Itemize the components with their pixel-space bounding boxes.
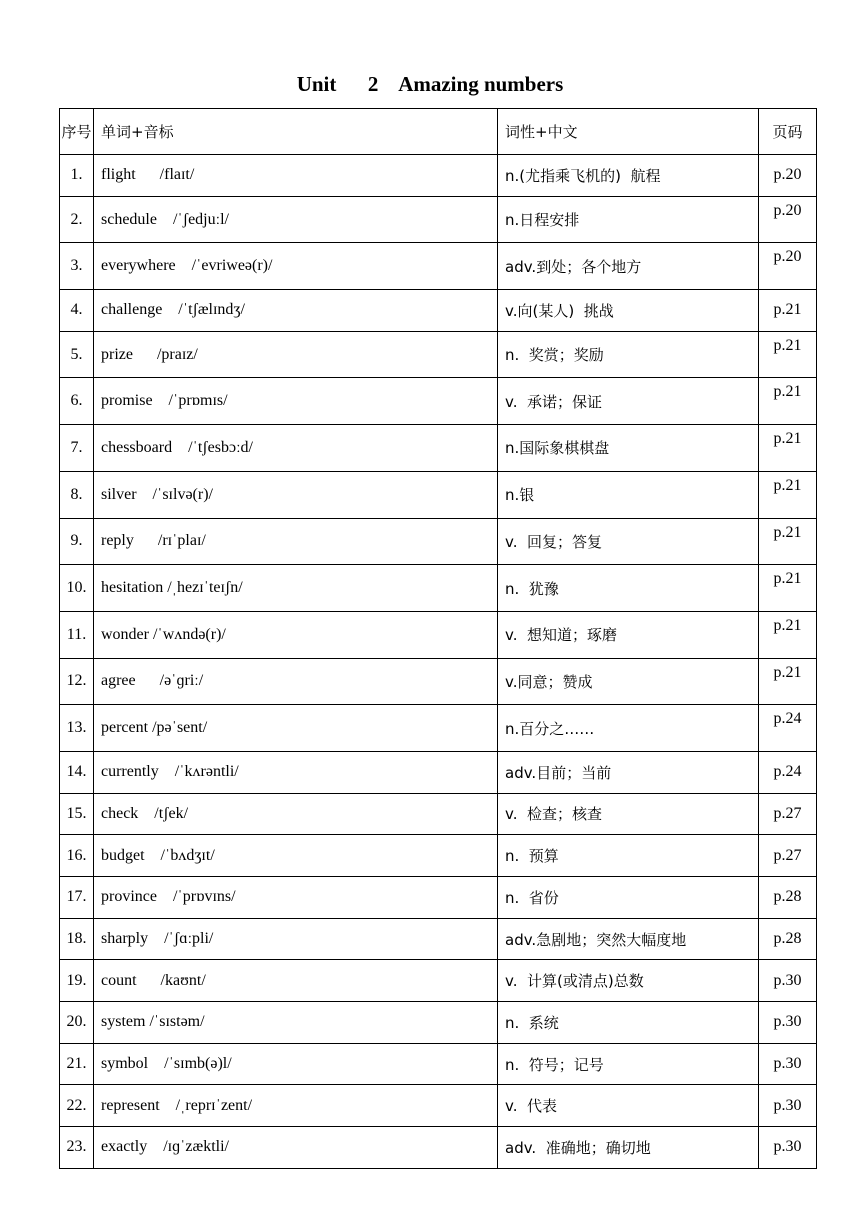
row-number: 8. bbox=[60, 471, 94, 518]
row-number: 1. bbox=[60, 155, 94, 197]
row-page: p.27 bbox=[759, 793, 817, 835]
row-meaning: n.(尤指乘飞机的) 航程 bbox=[498, 155, 759, 197]
vocabulary-table-body bbox=[60, 109, 817, 1169]
row-page: p.21 bbox=[759, 518, 817, 565]
row-number: 4. bbox=[60, 290, 94, 332]
table-row bbox=[60, 290, 817, 332]
row-number: 15. bbox=[60, 793, 94, 835]
row-meaning: n.国际象棋棋盘 bbox=[498, 425, 759, 472]
row-word: budget /ˈbʌdʒɪt/ bbox=[94, 835, 498, 877]
header-part-of-speech: 词性+中文 bbox=[498, 109, 759, 155]
table-row bbox=[60, 196, 817, 243]
row-word: check /tʃek/ bbox=[94, 793, 498, 835]
table-row bbox=[60, 611, 817, 658]
row-number: 17. bbox=[60, 877, 94, 919]
row-page: p.21 bbox=[759, 331, 817, 378]
table-row bbox=[60, 565, 817, 612]
row-word: prize /praɪz/ bbox=[94, 331, 498, 378]
table-row bbox=[60, 918, 817, 960]
table-row bbox=[60, 378, 817, 425]
row-number: 18. bbox=[60, 918, 94, 960]
row-page: p.20 bbox=[759, 155, 817, 197]
table-row bbox=[60, 243, 817, 290]
row-meaning: v. 承诺；保证 bbox=[498, 378, 759, 425]
table-row bbox=[60, 705, 817, 752]
row-page: p.21 bbox=[759, 425, 817, 472]
row-page: p.20 bbox=[759, 196, 817, 243]
row-word: hesitation /ˌhezɪˈteɪʃn/ bbox=[94, 565, 498, 612]
row-number: 13. bbox=[60, 705, 94, 752]
row-word: agree /əˈɡriː/ bbox=[94, 658, 498, 705]
row-page: p.30 bbox=[759, 1002, 817, 1044]
header-page: 页码 bbox=[759, 109, 817, 155]
table-row bbox=[60, 1043, 817, 1085]
table-row bbox=[60, 960, 817, 1002]
row-page: p.21 bbox=[759, 290, 817, 332]
row-meaning: v. 检查；核查 bbox=[498, 793, 759, 835]
row-page: p.28 bbox=[759, 877, 817, 919]
table-row bbox=[60, 1127, 817, 1169]
row-meaning: n.百分之…… bbox=[498, 705, 759, 752]
row-meaning: n. 奖赏；奖励 bbox=[498, 331, 759, 378]
table-row bbox=[60, 331, 817, 378]
row-page: p.21 bbox=[759, 611, 817, 658]
row-number: 12. bbox=[60, 658, 94, 705]
row-meaning: n. 犹豫 bbox=[498, 565, 759, 612]
row-page: p.28 bbox=[759, 918, 817, 960]
row-page: p.24 bbox=[759, 751, 817, 793]
row-page: p.27 bbox=[759, 835, 817, 877]
table-row bbox=[60, 658, 817, 705]
table-row bbox=[60, 751, 817, 793]
row-meaning: n.银 bbox=[498, 471, 759, 518]
row-word: schedule /ˈʃedjuːl/ bbox=[94, 196, 498, 243]
row-number: 2. bbox=[60, 196, 94, 243]
row-number: 6. bbox=[60, 378, 94, 425]
row-word: sharply /ˈʃɑːpli/ bbox=[94, 918, 498, 960]
row-number: 16. bbox=[60, 835, 94, 877]
row-meaning: adv.急剧地；突然大幅度地 bbox=[498, 918, 759, 960]
row-number: 22. bbox=[60, 1085, 94, 1127]
row-meaning: n.日程安排 bbox=[498, 196, 759, 243]
row-word: flight /flaɪt/ bbox=[94, 155, 498, 197]
table-row bbox=[60, 425, 817, 472]
row-page: p.24 bbox=[759, 705, 817, 752]
row-word: reply /rɪˈplaɪ/ bbox=[94, 518, 498, 565]
row-number: 3. bbox=[60, 243, 94, 290]
table-row bbox=[60, 793, 817, 835]
row-word: promise /ˈprɒmɪs/ bbox=[94, 378, 498, 425]
row-number: 5. bbox=[60, 331, 94, 378]
vocabulary-table bbox=[59, 108, 817, 1169]
row-page: p.21 bbox=[759, 471, 817, 518]
row-meaning: v.向(某人) 挑战 bbox=[498, 290, 759, 332]
row-number: 20. bbox=[60, 1002, 94, 1044]
header-row bbox=[60, 109, 817, 155]
table-row bbox=[60, 835, 817, 877]
row-word: currently /ˈkʌrəntli/ bbox=[94, 751, 498, 793]
row-number: 21. bbox=[60, 1043, 94, 1085]
row-number: 23. bbox=[60, 1127, 94, 1169]
row-word: count /kaʊnt/ bbox=[94, 960, 498, 1002]
row-meaning: n. 系统 bbox=[498, 1002, 759, 1044]
row-word: silver /ˈsɪlvə(r)/ bbox=[94, 471, 498, 518]
row-number: 10. bbox=[60, 565, 94, 612]
row-page: p.21 bbox=[759, 565, 817, 612]
header-number: 序号 bbox=[60, 109, 94, 155]
row-number: 9. bbox=[60, 518, 94, 565]
table-row bbox=[60, 1002, 817, 1044]
table-row bbox=[60, 1085, 817, 1127]
row-word: province /ˈprɒvɪns/ bbox=[94, 877, 498, 919]
row-page: p.21 bbox=[759, 378, 817, 425]
page-title: Unit 2 Amazing numbers bbox=[296, 72, 564, 96]
row-word: wonder /ˈwʌndə(r)/ bbox=[94, 611, 498, 658]
row-meaning: adv.到处；各个地方 bbox=[498, 243, 759, 290]
row-number: 19. bbox=[60, 960, 94, 1002]
row-meaning: n. 省份 bbox=[498, 877, 759, 919]
row-word: chessboard /ˈtʃesbɔːd/ bbox=[94, 425, 498, 472]
row-meaning: v. 计算(或清点)总数 bbox=[498, 960, 759, 1002]
row-word: represent /ˌreprɪˈzent/ bbox=[94, 1085, 498, 1127]
table-row bbox=[60, 471, 817, 518]
row-word: exactly /ɪɡˈzæktli/ bbox=[94, 1127, 498, 1169]
table-row bbox=[60, 518, 817, 565]
row-meaning: n. 符号；记号 bbox=[498, 1043, 759, 1085]
row-meaning: adv. 准确地；确切地 bbox=[498, 1127, 759, 1169]
row-number: 14. bbox=[60, 751, 94, 793]
table-row bbox=[60, 877, 817, 919]
row-page: p.30 bbox=[759, 1043, 817, 1085]
row-number: 7. bbox=[60, 425, 94, 472]
row-meaning: v. 回复；答复 bbox=[498, 518, 759, 565]
header-word: 单词+音标 bbox=[94, 109, 498, 155]
row-page: p.20 bbox=[759, 243, 817, 290]
row-number: 11. bbox=[60, 611, 94, 658]
row-meaning: v.同意；赞成 bbox=[498, 658, 759, 705]
row-word: everywhere /ˈevriweə(r)/ bbox=[94, 243, 498, 290]
row-word: challenge /ˈtʃælɪndʒ/ bbox=[94, 290, 498, 332]
row-page: p.30 bbox=[759, 1085, 817, 1127]
row-page: p.21 bbox=[759, 658, 817, 705]
row-page: p.30 bbox=[759, 960, 817, 1002]
row-meaning: n. 预算 bbox=[498, 835, 759, 877]
table-row bbox=[60, 155, 817, 197]
row-page: p.30 bbox=[759, 1127, 817, 1169]
row-word: symbol /ˈsɪmb(ə)l/ bbox=[94, 1043, 498, 1085]
row-meaning: v. 代表 bbox=[498, 1085, 759, 1127]
row-meaning: v. 想知道；琢磨 bbox=[498, 611, 759, 658]
row-word: percent /pəˈsent/ bbox=[94, 705, 498, 752]
row-word: system /ˈsɪstəm/ bbox=[94, 1002, 498, 1044]
row-meaning: adv.目前；当前 bbox=[498, 751, 759, 793]
